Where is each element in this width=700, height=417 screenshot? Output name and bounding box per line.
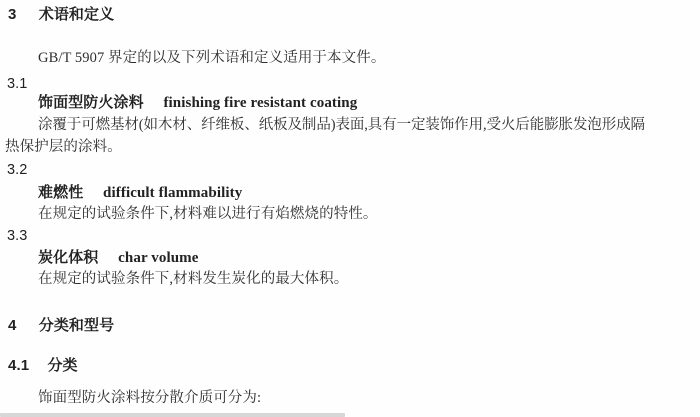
clause-3-3-term-en: char volume <box>118 250 199 266</box>
section-4-title: 分类和型号 <box>38 317 115 334</box>
section-4-heading <box>8 317 114 335</box>
page-edge-scan-artifact <box>0 413 345 417</box>
section-3-intro: GB/T 5907 界定的以及下列术语和定义适用于本文件。 <box>38 50 386 66</box>
clause-3-1-definition-line2: 热保护层的涂料。 <box>5 139 122 155</box>
section-3-heading <box>8 6 114 24</box>
section-4-number: 4 <box>8 317 17 334</box>
clause-3-2-term <box>38 184 242 202</box>
section-3-title: 术语和定义 <box>38 6 115 23</box>
section-3-number: 3 <box>8 6 17 23</box>
subsection-4-1-number: 4.1 <box>8 357 30 374</box>
subsection-4-1-title: 分类 <box>47 357 78 374</box>
clause-3-1-term <box>38 94 357 112</box>
clause-3-3-term-zh: 炭化体积 <box>38 249 99 266</box>
clause-3-1-term-zh: 饰面型防火涂料 <box>38 94 144 111</box>
clause-3-2-definition: 在规定的试验条件下,材料难以进行有焰燃烧的特性。 <box>38 206 378 222</box>
clause-3-3-term <box>38 249 199 267</box>
clause-3-1-term-en: finishing fire resistant coating <box>163 95 358 111</box>
clause-3-3-number: 3.3 <box>7 228 28 244</box>
clause-3-1-definition-line1: 涂覆于可燃基材(如木材、纤维板、纸板及制品)表面,具有一定装饰作用,受火后能膨胀发泡形成隔 <box>38 117 645 133</box>
subsection-4-1-heading <box>8 357 78 375</box>
clause-3-2-term-en: difficult flammability <box>103 185 243 201</box>
subsection-4-1-body: 饰面型防火涂料按分散介质可分为: <box>38 390 262 406</box>
clause-3-2-term-zh: 难燃性 <box>38 184 84 201</box>
clause-3-3-definition: 在规定的试验条件下,材料发生炭化的最大体积。 <box>38 271 349 287</box>
clause-3-1-number: 3.1 <box>7 76 28 92</box>
clause-3-2-number: 3.2 <box>7 162 28 178</box>
